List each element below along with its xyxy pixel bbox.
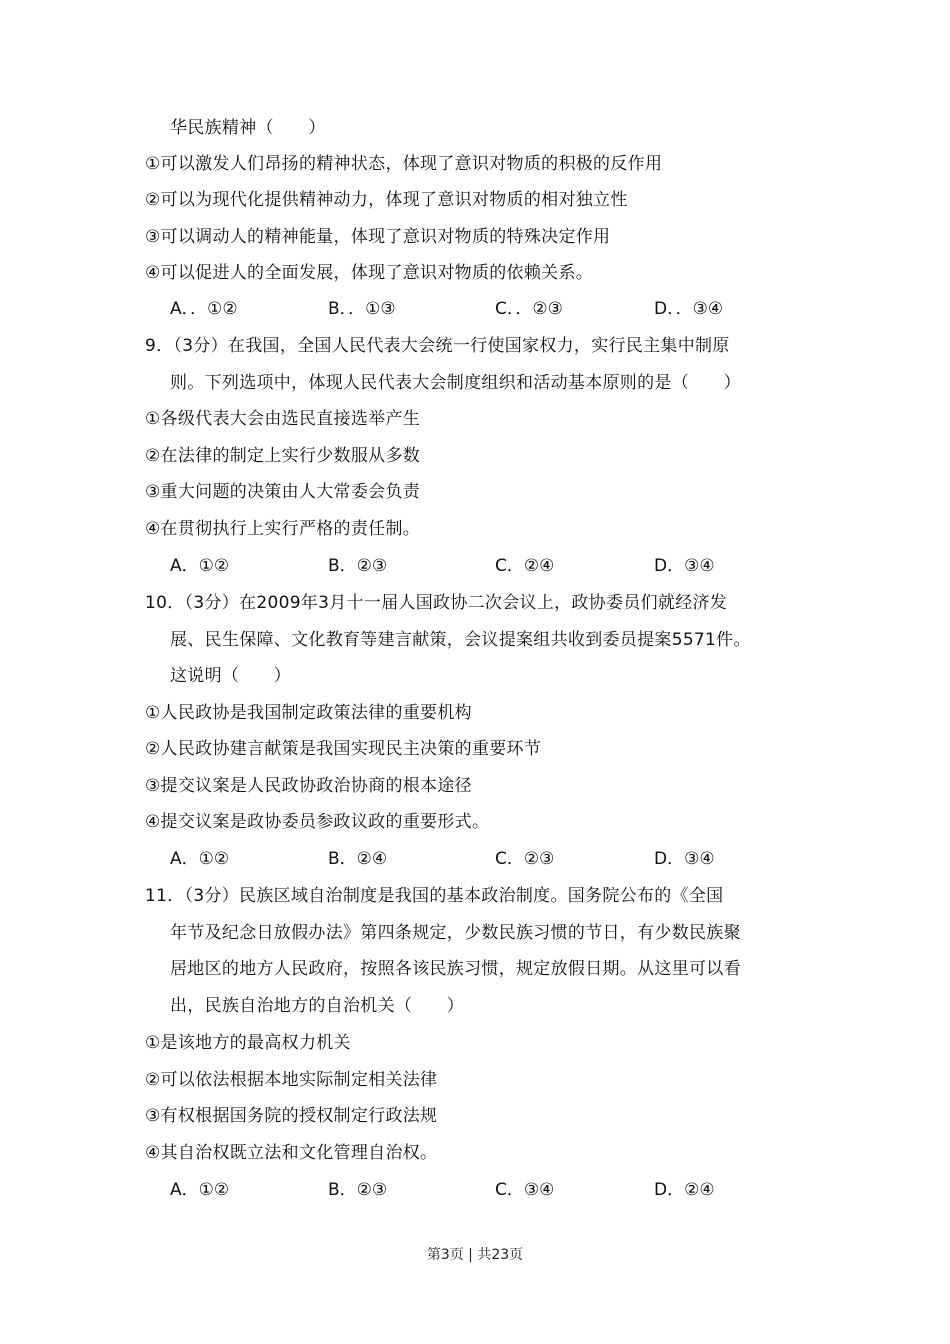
- q10-option-c[interactable]: C．②③: [495, 849, 555, 869]
- q8-item-4: ④可以促进人的全面发展，体现了意识对物质的依赖关系。: [145, 263, 594, 283]
- q9-option-d[interactable]: D．③④: [654, 556, 715, 576]
- q10-options: [170, 847, 770, 871]
- q11-item-1: ①是该地方的最高权力机关: [145, 1033, 351, 1053]
- q9-item-4: ④在贯彻执行上实行严格的责任制。: [145, 519, 421, 539]
- q9-item-3: ③重大问题的决策由人大常委会负责: [145, 482, 421, 502]
- q11-item-3: ③有权根据国务院的授权制定行政法规: [145, 1106, 438, 1126]
- q9-item-2: ②在法律的制定上实行少数服从多数: [145, 446, 421, 466]
- q8-option-b[interactable]: B．．①③: [328, 299, 396, 319]
- q11-options: [170, 1178, 770, 1202]
- q8-item-3: ③可以调动人的精神能量，体现了意识对物质的特殊决定作用: [145, 227, 611, 247]
- q9-option-a[interactable]: A．①②: [170, 556, 230, 576]
- q8-item-2: ②可以为现代化提供精神动力，体现了意识对物质的相对独立性: [145, 190, 628, 210]
- page-footer: 第3页 | 共23页: [426, 1247, 524, 1263]
- q11-option-b[interactable]: B．②③: [328, 1180, 388, 1200]
- q8-options: [170, 297, 770, 321]
- q11-stem-line-4: 出，民族自治地方的自治机关（ ）: [170, 996, 465, 1016]
- q10-stem-line-2: 展、民生保障、文化教育等建言献策，会议提案组共收到委员提案5571件。: [170, 630, 751, 650]
- q10-option-a[interactable]: A．①②: [170, 849, 230, 869]
- q9-option-c[interactable]: C．②④: [495, 556, 555, 576]
- q11-stem-line-2: 年节及纪念日放假办法》第四条规定，少数民族习惯的节日，有少数民族聚: [170, 923, 741, 943]
- q10-option-b[interactable]: B．②④: [328, 849, 388, 869]
- q8-option-a[interactable]: A．．①②: [170, 299, 238, 319]
- q10-item-1: ①人民政协是我国制定政策法律的重要机构: [145, 703, 472, 723]
- q11-stem-line-1: 11．（3分）民族区域自治制度是我国的基本政治制度。国务院公布的《全国: [145, 886, 724, 906]
- q8-option-c[interactable]: C．．②③: [495, 299, 563, 319]
- q11-option-a[interactable]: A．①②: [170, 1180, 230, 1200]
- q11-option-d[interactable]: D．②④: [654, 1180, 715, 1200]
- q10-stem-line-1: 10．（3分）在2009年3月十一届人国政协二次会议上，政协委员们就经济发: [145, 593, 728, 613]
- q10-item-4: ④提交议案是政协委员参政议政的重要形式。: [145, 812, 490, 832]
- q8-option-d[interactable]: D．．③④: [654, 299, 724, 319]
- q11-option-c[interactable]: C．③④: [495, 1180, 555, 1200]
- q9-option-b[interactable]: B．②③: [328, 556, 388, 576]
- q9-stem-line-2: 则。下列选项中，体现人民代表大会制度组织和活动基本原则的是（ ）: [170, 373, 741, 393]
- q8-stem-cont: 华民族精神（ ）: [170, 118, 326, 138]
- q10-stem-line-3: 这说明（ ）: [170, 666, 292, 686]
- q10-option-d[interactable]: D．③④: [654, 849, 715, 869]
- q9-options: [170, 554, 770, 578]
- q10-item-3: ③提交议案是人民政协政治协商的根本途径: [145, 776, 472, 796]
- q9-item-1: ①各级代表大会由选民直接选举产生: [145, 409, 421, 429]
- q9-stem-line-1: 9．（3分）在我国，全国人民代表大会统一行使国家权力，实行民主集中制原: [145, 336, 730, 356]
- q10-item-2: ②人民政协建言献策是我国实现民主决策的重要环节: [145, 739, 542, 759]
- q11-stem-line-3: 居地区的地方人民政府，按照各该民族习惯，规定放假日期。从这里可以看: [170, 959, 741, 979]
- q8-item-1: ①可以激发人们昂扬的精神状态，体现了意识对物质的积极的反作用: [145, 154, 663, 174]
- q11-item-4: ④其自治权既立法和文化管理自治权。: [145, 1143, 438, 1163]
- q11-item-2: ②可以依法根据本地实际制定相关法律: [145, 1070, 438, 1090]
